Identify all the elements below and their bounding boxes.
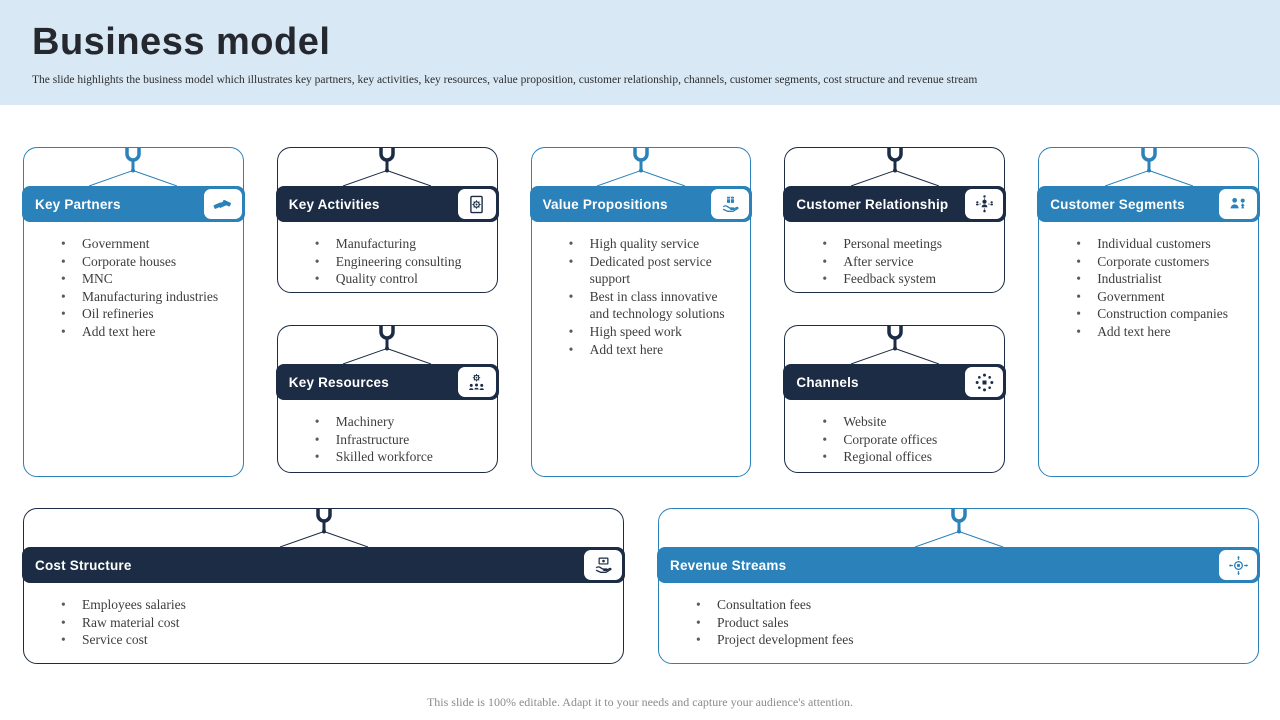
handshake-icon bbox=[204, 189, 242, 219]
list-item: • Personal meetings bbox=[822, 235, 990, 253]
list-item: • Add text here bbox=[1076, 323, 1244, 341]
list-item: • Construction companies bbox=[1076, 305, 1244, 323]
box-title: Cost Structure bbox=[35, 557, 132, 573]
list-item: • Product sales bbox=[696, 614, 1244, 632]
list-item: • After service bbox=[822, 253, 990, 271]
box-key-activities bbox=[277, 147, 498, 293]
header-band bbox=[0, 0, 1280, 105]
gear-people-icon bbox=[458, 367, 496, 397]
box-item-list bbox=[24, 235, 243, 341]
money-target-icon bbox=[1219, 550, 1257, 580]
list-item: • Skilled workforce bbox=[315, 448, 483, 466]
list-item: • Industrialist bbox=[1076, 270, 1244, 288]
box-header bbox=[276, 186, 499, 222]
box-item-list bbox=[278, 235, 497, 288]
list-item: • Project development fees bbox=[696, 631, 1244, 649]
list-item: • Add text here bbox=[569, 341, 737, 359]
crane-hook-icon bbox=[278, 326, 497, 364]
box-title: Channels bbox=[796, 374, 859, 390]
list-item: • Quality control bbox=[315, 270, 483, 288]
box-item-list bbox=[24, 596, 623, 649]
column-relationship-channels bbox=[784, 147, 1005, 477]
list-item: • Best in class innovative and technology solutions bbox=[569, 288, 737, 323]
box-item-list bbox=[659, 596, 1258, 649]
box-title: Key Partners bbox=[35, 196, 121, 212]
footer-note: This slide is 100% editable. Adapt it to your needs and capture your audience's attention. bbox=[426, 695, 854, 709]
list-item: • High quality service bbox=[569, 235, 737, 253]
list-item: • Government bbox=[61, 235, 229, 253]
box-header bbox=[276, 364, 499, 400]
list-item: • Website bbox=[822, 413, 990, 431]
crane-hook-icon bbox=[278, 148, 497, 186]
list-item: • Feedback system bbox=[822, 270, 990, 288]
column-key-activities-resources bbox=[277, 147, 498, 477]
list-item: • Regional offices bbox=[822, 448, 990, 466]
list-item: • Dedicated post service support bbox=[569, 253, 737, 288]
box-item-list bbox=[785, 235, 1004, 288]
box-title: Revenue Streams bbox=[670, 557, 787, 573]
box-title: Key Activities bbox=[288, 196, 380, 212]
list-item: • Corporate offices bbox=[822, 431, 990, 449]
box-title: Customer Relationship bbox=[796, 196, 949, 212]
list-item: • Manufacturing bbox=[315, 235, 483, 253]
box-item-list bbox=[785, 413, 1004, 466]
box-value-propositions bbox=[531, 147, 752, 477]
box-header bbox=[1037, 186, 1260, 222]
list-item: • Government bbox=[1076, 288, 1244, 306]
box-header bbox=[22, 186, 245, 222]
two-people-icon bbox=[1219, 189, 1257, 219]
box-title: Value Propositions bbox=[542, 196, 668, 212]
list-item: • Employees salaries bbox=[61, 596, 609, 614]
box-cost-structure bbox=[23, 508, 624, 664]
crane-hook-icon bbox=[659, 509, 1258, 547]
box-item-list bbox=[532, 235, 751, 358]
list-item: • Engineering consulting bbox=[315, 253, 483, 271]
box-key-partners bbox=[23, 147, 244, 477]
box-channels bbox=[784, 325, 1005, 473]
canvas-top-grid bbox=[23, 147, 1259, 477]
list-item: • Individual customers bbox=[1076, 235, 1244, 253]
list-item: • Corporate houses bbox=[61, 253, 229, 271]
list-item: • Raw material cost bbox=[61, 614, 609, 632]
box-title: Key Resources bbox=[288, 374, 389, 390]
list-item: • MNC bbox=[61, 270, 229, 288]
box-header bbox=[22, 547, 625, 583]
list-item: • Corporate customers bbox=[1076, 253, 1244, 271]
list-item: • Infrastructure bbox=[315, 431, 483, 449]
canvas-bottom-grid bbox=[23, 508, 1259, 664]
box-item-list bbox=[1039, 235, 1258, 341]
box-revenue-streams bbox=[658, 508, 1259, 664]
box-header bbox=[657, 547, 1260, 583]
list-item: • Machinery bbox=[315, 413, 483, 431]
list-item: • Service cost bbox=[61, 631, 609, 649]
network-hub-icon bbox=[965, 367, 1003, 397]
crane-hook-icon bbox=[785, 148, 1004, 186]
box-customer-relationship bbox=[784, 147, 1005, 293]
list-item: • High speed work bbox=[569, 323, 737, 341]
crane-hook-icon bbox=[532, 148, 751, 186]
page-title: Business model bbox=[32, 21, 331, 63]
list-item: • Manufacturing industries bbox=[61, 288, 229, 306]
list-item: • Add text here bbox=[61, 323, 229, 341]
box-customer-segments bbox=[1038, 147, 1259, 477]
box-title: Customer Segments bbox=[1050, 196, 1185, 212]
gear-document-icon bbox=[458, 189, 496, 219]
list-item: • Consultation fees bbox=[696, 596, 1244, 614]
crane-hook-icon bbox=[785, 326, 1004, 364]
box-header bbox=[530, 186, 753, 222]
page-subtitle: The slide highlights the business model which illustrates key partners, key activities, key resources, value proposition, customer relationship, channels, customer segments, cost structure and revenue stream bbox=[32, 73, 978, 86]
hand-box-icon bbox=[711, 189, 749, 219]
hand-money-icon bbox=[584, 550, 622, 580]
box-header bbox=[783, 186, 1006, 222]
list-item: • Oil refineries bbox=[61, 305, 229, 323]
people-network-icon bbox=[965, 189, 1003, 219]
box-header bbox=[783, 364, 1006, 400]
box-item-list bbox=[278, 413, 497, 466]
crane-hook-icon bbox=[24, 509, 623, 547]
crane-hook-icon bbox=[24, 148, 243, 186]
crane-hook-icon bbox=[1039, 148, 1258, 186]
box-key-resources bbox=[277, 325, 498, 473]
